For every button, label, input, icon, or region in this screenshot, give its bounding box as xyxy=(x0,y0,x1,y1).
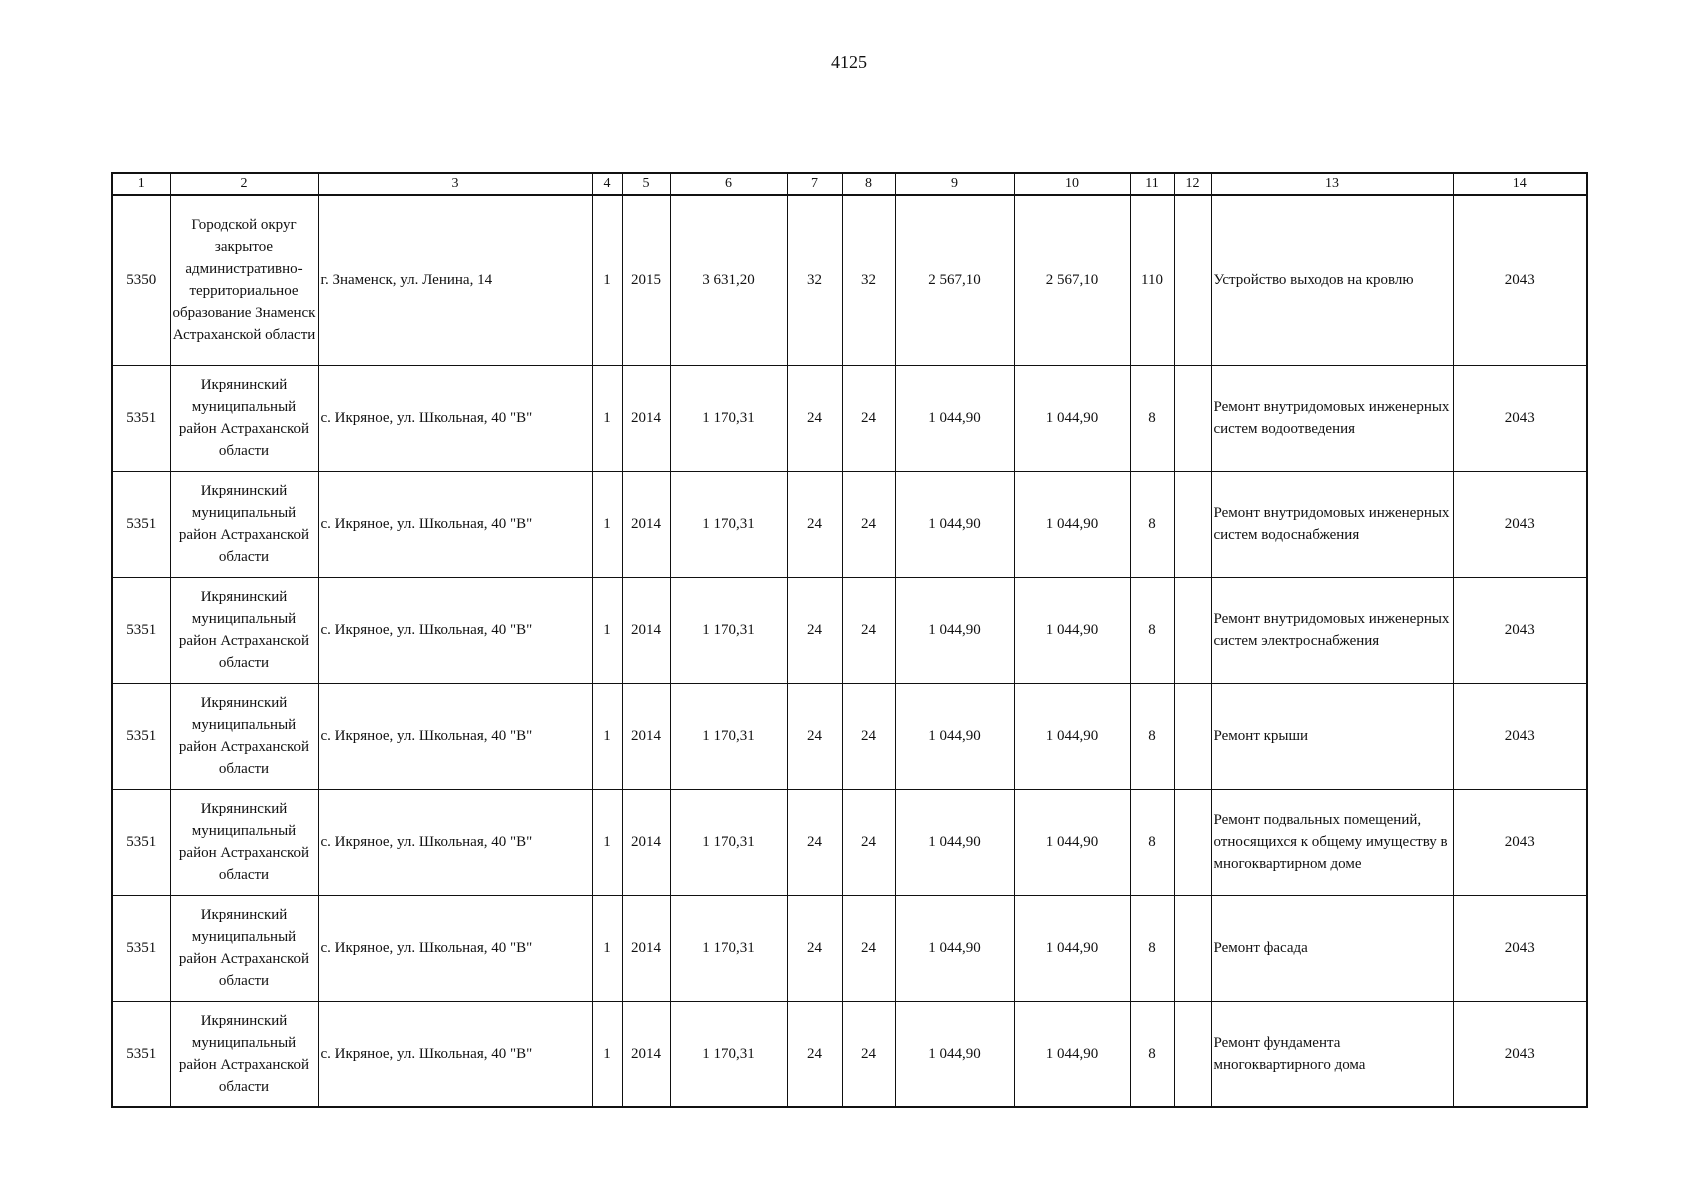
cell: 2 567,10 xyxy=(1014,195,1130,365)
cell: 1 xyxy=(592,471,622,577)
cell: 1 170,31 xyxy=(670,577,787,683)
work-type: Ремонт внутридомовых инженерных систем электроснабжения xyxy=(1211,577,1453,683)
cell: 24 xyxy=(842,683,895,789)
cell: 8 xyxy=(1130,789,1174,895)
cell: 24 xyxy=(842,365,895,471)
cell: 2 567,10 xyxy=(895,195,1014,365)
cell: 1 044,90 xyxy=(1014,789,1130,895)
planned-year: 2043 xyxy=(1453,1001,1587,1107)
cell: 24 xyxy=(842,789,895,895)
work-type: Ремонт фасада xyxy=(1211,895,1453,1001)
year: 2014 xyxy=(622,789,670,895)
municipality: Икрянинский муниципальный район Астраханской области xyxy=(170,365,318,471)
work-type: Ремонт внутридомовых инженерных систем водоотведения xyxy=(1211,365,1453,471)
cell: 1 044,90 xyxy=(895,577,1014,683)
cell xyxy=(1174,365,1211,471)
cell: 24 xyxy=(787,895,842,1001)
cell: 1 044,90 xyxy=(895,365,1014,471)
cell: 1 044,90 xyxy=(895,895,1014,1001)
column-header: 9 xyxy=(895,173,1014,195)
cell: 24 xyxy=(787,577,842,683)
cell: 8 xyxy=(1130,577,1174,683)
cell xyxy=(1174,789,1211,895)
address: с. Икряное, ул. Школьная, 40 "В" xyxy=(318,577,592,683)
cell: 1 044,90 xyxy=(1014,577,1130,683)
row-number: 5351 xyxy=(112,471,170,577)
address: с. Икряное, ул. Школьная, 40 "В" xyxy=(318,789,592,895)
table-row xyxy=(112,789,1587,895)
cell: 32 xyxy=(787,195,842,365)
table-row xyxy=(112,1001,1587,1107)
address: г. Знаменск, ул. Ленина, 14 xyxy=(318,195,592,365)
table-row xyxy=(112,365,1587,471)
cell: 1 xyxy=(592,895,622,1001)
municipality: Икрянинский муниципальный район Астраханской области xyxy=(170,471,318,577)
cell: 3 631,20 xyxy=(670,195,787,365)
cell: 24 xyxy=(787,789,842,895)
column-header: 14 xyxy=(1453,173,1587,195)
cell: 8 xyxy=(1130,365,1174,471)
row-number: 5351 xyxy=(112,683,170,789)
cell: 1 044,90 xyxy=(1014,683,1130,789)
cell xyxy=(1174,895,1211,1001)
column-header: 10 xyxy=(1014,173,1130,195)
municipality: Икрянинский муниципальный район Астраханской области xyxy=(170,789,318,895)
address: с. Икряное, ул. Школьная, 40 "В" xyxy=(318,895,592,1001)
year: 2014 xyxy=(622,895,670,1001)
column-header: 8 xyxy=(842,173,895,195)
cell: 1 044,90 xyxy=(1014,365,1130,471)
municipality: Икрянинский муниципальный район Астраханской области xyxy=(170,577,318,683)
cell: 1 xyxy=(592,577,622,683)
cell: 24 xyxy=(787,683,842,789)
address: с. Икряное, ул. Школьная, 40 "В" xyxy=(318,1001,592,1107)
table-header-row xyxy=(112,173,1587,195)
year: 2014 xyxy=(622,1001,670,1107)
cell: 1 xyxy=(592,195,622,365)
column-header: 6 xyxy=(670,173,787,195)
cell: 32 xyxy=(842,195,895,365)
year: 2014 xyxy=(622,683,670,789)
planned-year: 2043 xyxy=(1453,895,1587,1001)
row-number: 5351 xyxy=(112,789,170,895)
planned-year: 2043 xyxy=(1453,471,1587,577)
planned-year: 2043 xyxy=(1453,577,1587,683)
table-row xyxy=(112,471,1587,577)
year: 2014 xyxy=(622,365,670,471)
municipality: Икрянинский муниципальный район Астраханской области xyxy=(170,683,318,789)
column-header: 2 xyxy=(170,173,318,195)
cell xyxy=(1174,471,1211,577)
row-number: 5350 xyxy=(112,195,170,365)
cell: 1 170,31 xyxy=(670,365,787,471)
row-number: 5351 xyxy=(112,577,170,683)
cell: 1 044,90 xyxy=(895,1001,1014,1107)
work-type: Ремонт подвальных помещений, относящихся к общему имуществу в многоквартирном доме xyxy=(1211,789,1453,895)
planned-year: 2043 xyxy=(1453,683,1587,789)
cell xyxy=(1174,683,1211,789)
planned-year: 2043 xyxy=(1453,365,1587,471)
work-type: Ремонт внутридомовых инженерных систем водоснабжения xyxy=(1211,471,1453,577)
column-header: 1 xyxy=(112,173,170,195)
table-row xyxy=(112,683,1587,789)
work-type: Устройство выходов на кровлю xyxy=(1211,195,1453,365)
cell: 8 xyxy=(1130,895,1174,1001)
cell: 1 170,31 xyxy=(670,789,787,895)
year: 2014 xyxy=(622,471,670,577)
cell: 1 xyxy=(592,789,622,895)
cell: 1 044,90 xyxy=(895,471,1014,577)
cell xyxy=(1174,1001,1211,1107)
address: с. Икряное, ул. Школьная, 40 "В" xyxy=(318,683,592,789)
column-header: 4 xyxy=(592,173,622,195)
cell: 110 xyxy=(1130,195,1174,365)
year: 2014 xyxy=(622,577,670,683)
cell: 1 xyxy=(592,1001,622,1107)
row-number: 5351 xyxy=(112,1001,170,1107)
planned-year: 2043 xyxy=(1453,195,1587,365)
column-header: 3 xyxy=(318,173,592,195)
cell: 24 xyxy=(842,471,895,577)
table-row xyxy=(112,577,1587,683)
cell: 24 xyxy=(787,471,842,577)
column-header: 13 xyxy=(1211,173,1453,195)
cell xyxy=(1174,577,1211,683)
row-number: 5351 xyxy=(112,365,170,471)
municipality: Городской округ закрытое административно-территориальное образование Знаменск Астраханской области xyxy=(170,195,318,365)
cell: 8 xyxy=(1130,1001,1174,1107)
cell: 24 xyxy=(842,1001,895,1107)
cell: 1 170,31 xyxy=(670,683,787,789)
cell: 1 170,31 xyxy=(670,895,787,1001)
planned-year: 2043 xyxy=(1453,789,1587,895)
cell: 1 044,90 xyxy=(1014,471,1130,577)
column-header: 7 xyxy=(787,173,842,195)
municipality: Икрянинский муниципальный район Астраханской области xyxy=(170,1001,318,1107)
cell: 24 xyxy=(787,365,842,471)
cell: 24 xyxy=(787,1001,842,1107)
municipality: Икрянинский муниципальный район Астраханской области xyxy=(170,895,318,1001)
cell: 1 xyxy=(592,365,622,471)
column-header: 12 xyxy=(1174,173,1211,195)
column-header: 5 xyxy=(622,173,670,195)
cell: 1 044,90 xyxy=(895,789,1014,895)
address: с. Икряное, ул. Школьная, 40 "В" xyxy=(318,365,592,471)
page-number: 4125 xyxy=(831,52,867,72)
table-row xyxy=(112,195,1587,365)
column-header: 11 xyxy=(1130,173,1174,195)
row-number: 5351 xyxy=(112,895,170,1001)
cell: 8 xyxy=(1130,471,1174,577)
cell: 1 170,31 xyxy=(670,1001,787,1107)
work-type: Ремонт фундамента многоквартирного дома xyxy=(1211,1001,1453,1107)
cell: 1 170,31 xyxy=(670,471,787,577)
address: с. Икряное, ул. Школьная, 40 "В" xyxy=(318,471,592,577)
cell xyxy=(1174,195,1211,365)
table-row xyxy=(112,895,1587,1001)
work-type: Ремонт крыши xyxy=(1211,683,1453,789)
cell: 24 xyxy=(842,577,895,683)
year: 2015 xyxy=(622,195,670,365)
cell: 1 044,90 xyxy=(1014,895,1130,1001)
cell: 1 044,90 xyxy=(895,683,1014,789)
registry-table xyxy=(111,172,1588,1108)
cell: 1 xyxy=(592,683,622,789)
cell: 24 xyxy=(842,895,895,1001)
cell: 8 xyxy=(1130,683,1174,789)
cell: 1 044,90 xyxy=(1014,1001,1130,1107)
